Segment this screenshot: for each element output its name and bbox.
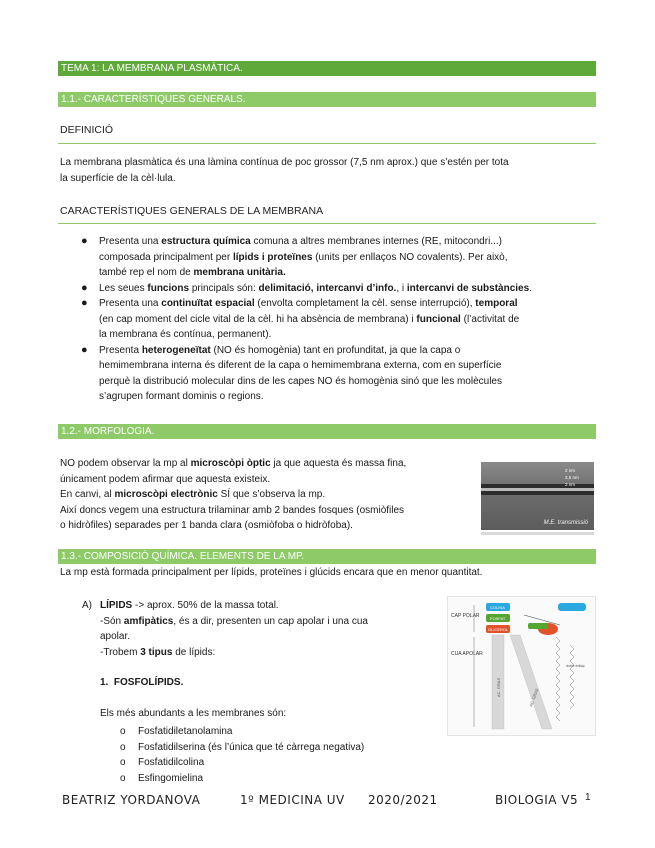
footer-course: 1º MEDICINA UV (240, 793, 345, 807)
composicio-intro: La mp està formada principalment per lípids, proteïnes i glúcids encara que en menor quantitat. (60, 567, 483, 578)
circle-bullet-icon: o (120, 741, 126, 753)
topic-title-bar (58, 61, 596, 76)
micrograph-credit-line (481, 532, 594, 535)
section-bar-1-2 (58, 424, 596, 439)
bullet-icon: ● (81, 343, 88, 356)
svg-text:GLICEROL: GLICEROL (488, 627, 509, 632)
dark-band (481, 491, 594, 495)
phospholipid-diagram (447, 596, 596, 736)
cap-polar-label: CAP POLAR (451, 613, 480, 619)
characteristics-list (78, 234, 596, 405)
definicio-line: la superfície de la cèl·lula. (60, 172, 176, 184)
caracteristiques-rule (58, 223, 596, 224)
circle-bullet-icon: o (120, 757, 126, 768)
micrograph-annotation: 3,5 nm (565, 475, 579, 480)
list-item: o Fosfatidilserina (és l’única que té càrrega negativa) (120, 740, 364, 756)
bullet-icon: ● (81, 281, 88, 294)
page-number: 1 (585, 792, 591, 803)
circle-bullet-icon: o (120, 772, 126, 784)
morfologia-paragraph: NO podem observar la mp al microscòpi òptic ja que aquesta és massa fina, únicament podem afirmar que aquesta existeix. En canvi, al microscòpi electrònic SÍ que s’observa la mp. Així doncs vegem una estructura trilaminar amb 2 bandes fosques (osmiòfiles o hidròfiles) separades per 1 banda clara (osmiòfoba o hidròfoba). (60, 458, 407, 531)
list-label: A) (82, 600, 92, 611)
lipids-section: A) LÍPIDS -> aprox. 50% de la massa total. -Són amfipàtics, és a dir, presenten un cap apolar i una cua apolar. -Trobem 3 tipus de lípids: 1. FOSFOLÍPIDS. Els més abundants a les membranes són: (82, 600, 368, 719)
svg-text:doble enllaç: doble enllaç (566, 664, 585, 668)
list-item: ● Presenta una continuïtat espacial (envolta completament la cèl. sense interrupció), temporal (en cap moment del cicle vital de la cèl. hi ha absència de membrana) i funcional (l’activitat de la membrana és contínua, permanent). (81, 297, 520, 340)
list-item: o Esfingomielina (120, 771, 364, 787)
cua-apolar-label: CUA APOLAR (451, 651, 483, 657)
definicio-rule (58, 143, 596, 144)
bullet-icon: ● (81, 235, 88, 247)
footer-author: BEATRIZ YORDANOVA (62, 793, 201, 807)
section-title-1-1: 1.1.- CARACTERÍSTIQUES GENERALS. (61, 94, 246, 105)
section-bar-1-3 (58, 549, 596, 564)
phospholipid-list (120, 724, 364, 786)
definicio-paragraph (60, 155, 509, 186)
list-item: o Fosfatidilcolina (120, 755, 364, 771)
footer-subject: BIOLOGIA V5 (495, 793, 579, 807)
phospholipid-diagram-svg (448, 597, 595, 735)
topic-title: TEMA 1: LA MEMBRANA PLASMÀTICA. (61, 63, 243, 74)
definicio-line: La membrana plasmàtica és una làmina contínua de poc grossor (7,5 nm aprox.) que s’estén per tota (60, 157, 509, 168)
svg-text:AC. GRAS: AC. GRAS (528, 687, 540, 708)
electron-micrograph-image (481, 462, 594, 530)
footer-year: 2020/2021 (368, 793, 438, 807)
definicio-heading: DEFINICIÓ (60, 124, 114, 136)
micrograph-annotation: 2 nm (565, 468, 576, 473)
caracteristiques-heading: CARACTERÍSTIQUES GENERALS DE LA MEMBRANA (60, 205, 324, 217)
section-bar-1-1 (58, 92, 596, 107)
section-title-1-3: 1.3.- COMPOSICIÓ QUÍMICA. ELEMENTS DE LA MP. (61, 551, 305, 562)
fosfat-box-2 (528, 623, 548, 629)
list-item: ● Les seues funcions principals són: delimitació, intercanvi d’info., i intercanvi de substàncies. (78, 281, 596, 297)
micrograph-annotation: 2 nm (565, 482, 576, 487)
colina-box-2 (558, 603, 586, 611)
list-item: ● Presenta heterogeneïtat (NO és homogènia) tant en profunditat, ja que la capa o hemimembrana interna és diferent de la capa o hemimembrana externa, com en superfície perquè la distribució molecular dins de les capes NO és homogènia sinó que les molècules s’agrupen formant dominis o regions. (81, 343, 502, 402)
fatty-acid-chain-2 (510, 635, 552, 729)
svg-text:FOSFAT: FOSFAT (490, 616, 506, 621)
list-item: o Fosfatidiletanolamina (120, 724, 364, 740)
list-item: ● Presenta una estructura química comuna a altres membranes internes (RE, mitocondri...) composada principalment per lípids i proteïnes (units per enllaços NO covalents). Per això, també rep el nom de membrana unitària. (81, 235, 508, 278)
section-title-1-2: 1.2.- MORFOLOGIA. (61, 426, 155, 437)
svg-text:AC. GRAS: AC. GRAS (496, 677, 501, 697)
svg-text:COLINA: COLINA (490, 605, 505, 610)
bullet-icon: ● (81, 297, 88, 309)
micrograph-caption: M.E. transmissió (543, 520, 588, 526)
circle-bullet-icon: o (120, 726, 126, 737)
